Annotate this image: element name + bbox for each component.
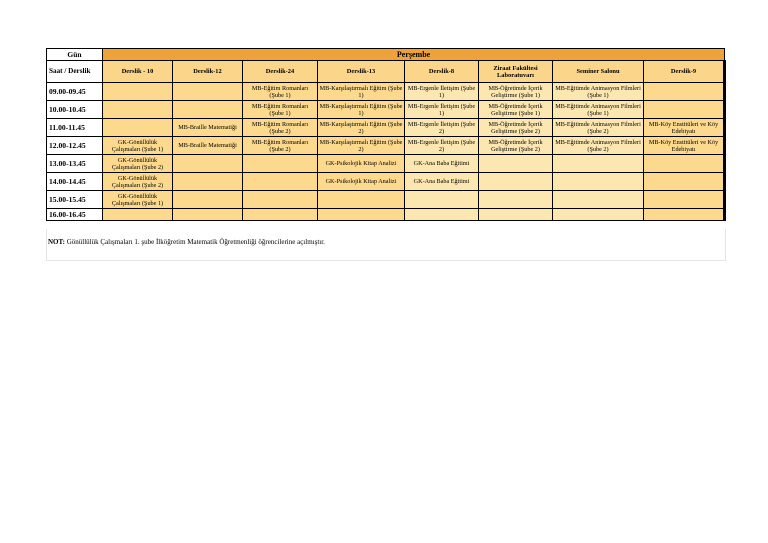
time-slot: 10.00-10.45 — [47, 101, 103, 119]
schedule-cell — [318, 209, 405, 221]
schedule-sheet — [46, 48, 724, 221]
schedule-cell — [479, 155, 553, 173]
schedule-cell: MB-Öğretimde İçerik Geliştirme (Şube 2) — [479, 119, 553, 137]
time-slot: 16.00-16.45 — [47, 209, 103, 221]
schedule-cell — [173, 101, 243, 119]
schedule-cell: GK-Psikolojik Kitap Analizi — [318, 155, 405, 173]
schedule-cell — [243, 173, 318, 191]
schedule-cell: MB-Karşılaştırmalı Eğitim (Şube 2) — [318, 137, 405, 155]
schedule-cell — [103, 83, 173, 101]
schedule-cell: MB-Eğitim Romanları (Şube 1) — [243, 101, 318, 119]
schedule-cell: MB-Karşılaştırmalı Eğitim (Şube 2) — [318, 119, 405, 137]
schedule-cell: MB-Eğitimde Animasyon Filmleri (Şube 1) — [553, 83, 644, 101]
schedule-cell: GK-Gönüllülük Çalışmaları (Şube 2) — [103, 155, 173, 173]
schedule-cell — [103, 101, 173, 119]
schedule-table — [46, 48, 726, 221]
room-header: Derslik-9 — [644, 61, 725, 83]
room-header: Derslik-8 — [405, 61, 479, 83]
schedule-cell — [644, 101, 725, 119]
schedule-cell — [318, 191, 405, 209]
table-row — [47, 155, 725, 173]
schedule-cell — [644, 191, 725, 209]
room-header: Ziraat Fakültesi Laboratuvarı — [479, 61, 553, 83]
table-row — [47, 83, 725, 101]
schedule-cell — [479, 191, 553, 209]
schedule-cell — [644, 155, 725, 173]
schedule-cell — [243, 209, 318, 221]
schedule-cell: GK-Ana Baba Eğitimi — [405, 173, 479, 191]
schedule-cell: MB-Köy Enstitüleri ve Köy Edebiyatı — [644, 119, 725, 137]
table-row — [47, 173, 725, 191]
schedule-cell — [479, 209, 553, 221]
table-row — [47, 191, 725, 209]
schedule-cell — [644, 173, 725, 191]
schedule-cell: MB-Öğretimde İçerik Geliştirme (Şube 1) — [479, 101, 553, 119]
schedule-cell: MB-Öğretimde İçerik Geliştirme (Şube 2) — [479, 137, 553, 155]
room-header: Derslik-13 — [318, 61, 405, 83]
schedule-cell: GK-Gönüllülük Çalışmaları (Şube 1) — [103, 137, 173, 155]
schedule-cell: MB-Eğitimde Animasyon Filmleri (Şube 1) — [553, 101, 644, 119]
schedule-cell — [243, 191, 318, 209]
time-slot: 13.00-13.45 — [47, 155, 103, 173]
schedule-cell: MB-Ergenle İletişim (Şube 2) — [405, 137, 479, 155]
table-row — [47, 209, 725, 221]
schedule-cell — [405, 191, 479, 209]
schedule-cell — [553, 209, 644, 221]
day-header: Perşembe — [103, 49, 725, 61]
time-slot: 09.00-09.45 — [47, 83, 103, 101]
time-slot: 12.00-12.45 — [47, 137, 103, 155]
schedule-cell: MB-Braille Matematiği — [173, 137, 243, 155]
room-header: Derslik-24 — [243, 61, 318, 83]
day-label: Gün — [47, 49, 103, 61]
room-header: Derslik-12 — [173, 61, 243, 83]
schedule-cell — [173, 191, 243, 209]
time-slot: 14.00-14.45 — [47, 173, 103, 191]
schedule-cell: MB-Eğitim Romanları (Şube 1) — [243, 83, 318, 101]
schedule-cell — [553, 173, 644, 191]
schedule-cell: MB-Ergenle İletişim (Şube 2) — [405, 119, 479, 137]
schedule-cell: GK-Gönüllülük Çalışmaları (Şube 2) — [103, 173, 173, 191]
schedule-cell — [173, 155, 243, 173]
schedule-cell: MB-Ergenle İletişim (Şube 1) — [405, 101, 479, 119]
schedule-cell — [553, 191, 644, 209]
schedule-cell — [405, 209, 479, 221]
footnote — [48, 238, 325, 246]
schedule-cell — [103, 209, 173, 221]
schedule-cell: MB-Karşılaştırmalı Eğitim (Şube 1) — [318, 83, 405, 101]
schedule-cell: MB-Eğitim Romanları (Şube 2) — [243, 119, 318, 137]
schedule-cell — [103, 119, 173, 137]
table-row — [47, 137, 725, 155]
schedule-cell: MB-Eğitim Romanları (Şube 2) — [243, 137, 318, 155]
room-header: Seminer Salonu — [553, 61, 644, 83]
time-slot: 11.00-11.45 — [47, 119, 103, 137]
schedule-cell: MB-Eğitimde Animasyon Filmleri (Şube 2) — [553, 137, 644, 155]
schedule-cell: GK-Gönüllülük Çalışmaları (Şube 1) — [103, 191, 173, 209]
schedule-cell: MB-Eğitimde Animasyon Filmleri (Şube 2) — [553, 119, 644, 137]
schedule-cell — [173, 209, 243, 221]
schedule-cell — [644, 83, 725, 101]
schedule-cell: MB-Ergenle İletişim (Şube 1) — [405, 83, 479, 101]
footnote-text: Gönüllülük Çalışmaları 1. şube İlköğretim Matematik Öğretmenliği öğrencilerine açılmıştır. — [64, 238, 325, 246]
schedule-cell: GK-Ana Baba Eğitimi — [405, 155, 479, 173]
schedule-cell: MB-Öğretimde İçerik Geliştirme (Şube 1) — [479, 83, 553, 101]
footnote-label: NOT: — [48, 238, 65, 246]
schedule-cell: MB-Köy Enstitüleri ve Köy Edebiyatı — [644, 137, 725, 155]
corner-label: Saat / Derslik — [47, 61, 103, 83]
schedule-cell — [479, 173, 553, 191]
schedule-cell: GK-Psikolojik Kitap Analizi — [318, 173, 405, 191]
table-row — [47, 101, 725, 119]
schedule-cell: MB-Braille Matematiği — [173, 119, 243, 137]
schedule-cell — [644, 209, 725, 221]
schedule-cell — [553, 155, 644, 173]
time-slot: 15.00-15.45 — [47, 191, 103, 209]
schedule-cell — [173, 173, 243, 191]
schedule-cell — [173, 83, 243, 101]
schedule-cell — [243, 155, 318, 173]
room-header: Derslik - 10 — [103, 61, 173, 83]
table-row — [47, 119, 725, 137]
schedule-cell: MB-Karşılaştırmalı Eğitim (Şube 1) — [318, 101, 405, 119]
